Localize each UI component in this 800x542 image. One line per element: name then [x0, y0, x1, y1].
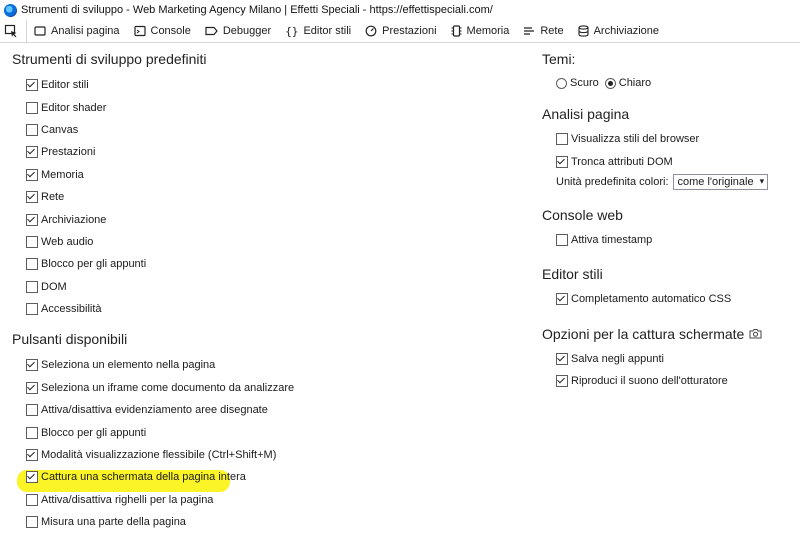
screenshot-heading: Opzioni per la cattura schermate: [542, 325, 745, 342]
element-picker-icon: [4, 24, 18, 38]
checkbox-checked[interactable]: [26, 79, 38, 91]
color-unit-label: Unità predefinita colori:: [556, 175, 669, 188]
window-titlebar: [0, 0, 800, 20]
tab-debugger[interactable]: [198, 20, 278, 42]
checkbox-row[interactable]: [26, 186, 512, 208]
theme-radio-group: [556, 75, 792, 91]
camera-icon: [749, 328, 762, 339]
tab-performance[interactable]: [358, 20, 443, 42]
network-icon: [523, 25, 535, 37]
style-editor-icon: {}: [285, 24, 299, 38]
radio-label: Scuro: [570, 77, 599, 89]
checkbox-checked[interactable]: [556, 353, 568, 365]
inspector-icon: [34, 25, 46, 37]
checkbox-row[interactable]: [26, 141, 512, 163]
checkbox-unchecked[interactable]: [26, 303, 38, 315]
checkbox-checked[interactable]: [26, 169, 38, 181]
checkbox-row[interactable]: [26, 421, 512, 443]
checkbox-checked[interactable]: [26, 382, 38, 394]
checkbox-label: Modalità visualizzazione flessibile (Ctrl+Shift+M): [41, 449, 277, 462]
color-unit-row: [556, 173, 792, 191]
tab-label: Prestazioni: [382, 25, 437, 37]
checkbox-unchecked[interactable]: [556, 133, 568, 145]
tab-label: Console: [150, 25, 191, 37]
checkbox-checked[interactable]: [26, 449, 38, 461]
right-column: [542, 49, 792, 392]
tab-label: Memoria: [466, 25, 510, 37]
checkbox-label: Editor shader: [41, 101, 107, 114]
checkbox-label: Canvas: [41, 123, 79, 136]
checkbox-label: Memoria: [41, 168, 84, 181]
checkbox-label: DOM: [41, 280, 67, 293]
devtools-toolbar: [0, 20, 800, 43]
checkbox-label: Web audio: [41, 235, 94, 248]
checkbox-checked[interactable]: [26, 191, 38, 203]
checkbox-unchecked[interactable]: [26, 516, 38, 528]
checkbox-checked[interactable]: [556, 156, 568, 168]
checkbox-label: Archiviazione: [41, 213, 107, 226]
checkbox-unchecked[interactable]: [556, 234, 568, 246]
tab-label: Debugger: [222, 25, 272, 37]
styleeditor-options: [556, 288, 792, 310]
tab-network[interactable]: [516, 20, 570, 42]
checkbox-unchecked[interactable]: [26, 494, 38, 506]
checkbox-row[interactable]: [26, 444, 512, 466]
radio-light[interactable]: [605, 78, 616, 89]
tab-label: Editor stili: [303, 25, 352, 37]
chevron-down-icon: ▾: [759, 176, 765, 187]
default-tools-list: [26, 74, 512, 320]
window-title: Strumenti di sviluppo - Web Marketing Agency Milano | Effetti Speciali - https://effettispeciali.com/: [21, 4, 493, 16]
left-column: [12, 49, 512, 533]
checkbox-label: Seleziona un elemento nella pagina: [41, 359, 216, 372]
checkbox-unchecked[interactable]: [26, 124, 38, 136]
performance-icon: [365, 25, 377, 37]
checkbox-row[interactable]: [26, 253, 512, 275]
checkbox-label: Salva negli appunti: [571, 352, 664, 365]
memory-icon: [451, 25, 462, 37]
inspector-heading: Analisi pagina: [542, 106, 630, 122]
checkbox-unchecked[interactable]: [26, 281, 38, 293]
radio-dark[interactable]: [556, 78, 567, 89]
checkbox-label: Cattura una schermata della pagina intera: [41, 471, 246, 484]
console-icon: [134, 25, 146, 37]
storage-icon: [578, 25, 589, 37]
available-buttons-heading: Pulsanti disponibili: [12, 331, 128, 348]
tab-inspector[interactable]: [27, 20, 127, 42]
webconsole-options: [556, 229, 792, 251]
checkbox-row[interactable]: [556, 348, 792, 370]
checkbox-row[interactable]: [26, 119, 512, 141]
checkbox-row[interactable]: [26, 164, 512, 186]
debugger-icon: [205, 25, 218, 37]
checkbox-label: Attiva/disattiva evidenziamento aree disegnate: [41, 404, 268, 417]
checkbox-row[interactable]: [26, 466, 512, 488]
checkbox-checked[interactable]: [26, 214, 38, 226]
checkbox-label: Visualizza stili del browser: [571, 133, 700, 146]
checkbox-row[interactable]: [26, 276, 512, 298]
checkbox-row[interactable]: [556, 288, 792, 310]
webconsole-heading: Console web: [542, 206, 623, 223]
checkbox-row[interactable]: [26, 74, 512, 96]
checkbox-label: Blocco per gli appunti: [41, 426, 147, 439]
checkbox-label: Prestazioni: [41, 146, 96, 159]
checkbox-row[interactable]: [26, 377, 512, 399]
checkbox-checked[interactable]: [26, 471, 38, 483]
checkbox-checked[interactable]: [556, 293, 568, 305]
tab-style-editor[interactable]: [278, 20, 358, 42]
checkbox-row[interactable]: [556, 150, 792, 172]
color-unit-select[interactable]: [673, 174, 769, 190]
screenshot-options: [556, 348, 792, 393]
checkbox-row[interactable]: [26, 96, 512, 118]
checkbox-label: Rete: [41, 191, 65, 204]
tab-label: Rete: [540, 25, 564, 37]
checkbox-row[interactable]: [26, 231, 512, 253]
screenshot-heading-row: [542, 324, 792, 344]
checkbox-label: Riproduci il suono dell'otturatore: [571, 375, 728, 388]
element-picker-button[interactable]: [0, 20, 27, 42]
default-tools-heading: Strumenti di sviluppo predefiniti: [12, 51, 207, 67]
color-unit-value: come l'originale: [677, 175, 754, 188]
checkbox-row[interactable]: [556, 229, 792, 251]
checkbox-row[interactable]: [26, 511, 512, 533]
checkbox-checked[interactable]: [26, 146, 38, 158]
radio-label: Chiaro: [618, 77, 652, 89]
tab-storage[interactable]: [571, 20, 666, 42]
checkbox-label: Editor stili: [41, 79, 89, 92]
firefox-logo-icon: [4, 4, 17, 17]
checkbox-label: Misura una parte della pagina: [41, 516, 186, 529]
checkbox-unchecked[interactable]: [26, 427, 38, 439]
inspector-options: [556, 128, 792, 191]
checkbox-checked[interactable]: [26, 359, 38, 371]
checkbox-unchecked[interactable]: [26, 102, 38, 114]
themes-heading: Temi:: [542, 51, 576, 67]
checkbox-label: Blocco per gli appunti: [41, 258, 147, 271]
checkbox-unchecked[interactable]: [26, 236, 38, 248]
checkbox-row[interactable]: [556, 128, 792, 150]
checkbox-row[interactable]: [26, 399, 512, 421]
styleeditor-heading: Editor stili: [542, 266, 603, 283]
checkbox-unchecked[interactable]: [26, 258, 38, 270]
checkbox-row[interactable]: [26, 354, 512, 376]
available-buttons-list: [26, 354, 512, 533]
checkbox-label: Tronca attributi DOM: [571, 155, 673, 168]
checkbox-label: Completamento automatico CSS: [571, 293, 732, 306]
checkbox-label: Attiva timestamp: [571, 233, 653, 246]
checkbox-row[interactable]: [26, 208, 512, 230]
checkbox-row[interactable]: [556, 370, 792, 392]
tab-label: Analisi pagina: [51, 25, 120, 37]
checkbox-label: Attiva/disattiva righelli per la pagina: [41, 493, 214, 506]
checkbox-row[interactable]: [26, 298, 512, 320]
checkbox-unchecked[interactable]: [26, 404, 38, 416]
tab-memory[interactable]: [444, 20, 517, 42]
tab-label: Archiviazione: [593, 25, 660, 37]
checkbox-label: Seleziona un iframe come documento da analizzare: [41, 381, 295, 394]
checkbox-row[interactable]: [26, 489, 512, 511]
checkbox-label: Accessibilità: [41, 303, 102, 316]
tab-console[interactable]: [127, 20, 198, 42]
checkbox-checked[interactable]: [556, 375, 568, 387]
